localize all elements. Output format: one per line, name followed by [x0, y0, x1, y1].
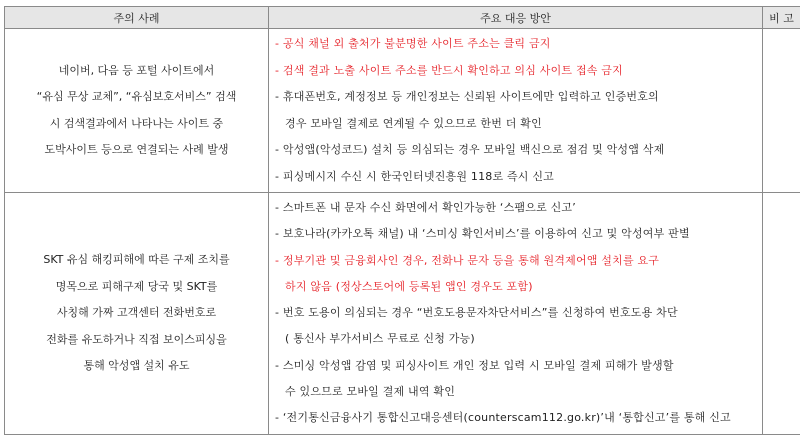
- measure-item: - 피싱메시지 수신 시 한국인터넷진흥원 118로 즉시 신고: [275, 164, 756, 191]
- case-line: 시 검색결과에서 나타나는 사이트 중: [9, 111, 264, 138]
- case-line: 네이버, 다음 등 포털 사이트에서: [9, 58, 264, 85]
- case-cell: [5, 193, 269, 435]
- measures-cell: [269, 193, 763, 435]
- case-line: “유심 무상 교체”, “유심보호서비스” 검색: [9, 84, 264, 111]
- measure-item: - 악성앱(악성코드) 설치 등 의심되는 경우 모바일 백신으로 점검 및 악성앱 삭제: [275, 137, 756, 164]
- case-line: 명목으로 피해구제 당국 및 SKT를: [9, 274, 264, 301]
- measure-item: - 스마트폰 내 문자 수신 화면에서 확인가능한 ‘스팸으로 신고’: [275, 195, 756, 221]
- measure-item: 하지 않음 (정상스토어에 등록된 앱인 경우도 포함): [275, 274, 756, 300]
- case-line: 사칭해 가짜 고객센터 전화번호로: [9, 300, 264, 327]
- header-row: [5, 7, 800, 29]
- header-measures: 주요 대응 방안: [269, 7, 763, 29]
- measure-item: - 검색 결과 노출 사이트 주소를 반드시 확인하고 의심 사이트 접속 금지: [275, 58, 756, 85]
- response-table: [4, 6, 800, 435]
- note-cell: [763, 29, 800, 193]
- measure-item: - ‘전기통신금융사기 통합신고대응센터(counterscam112.go.kr)’내 ‘통합신고’를 통해 신고: [275, 405, 756, 431]
- measure-item: 경우 모바일 결제로 연계될 수 있으므로 한번 더 확인: [275, 111, 756, 138]
- measure-item: - 번호 도용이 의심되는 경우 “번호도용문자차단서비스”를 신청하여 번호도용 차단: [275, 300, 756, 326]
- measure-item: - 공식 채널 외 출처가 불분명한 사이트 주소는 클릭 금지: [275, 31, 756, 58]
- measure-item: - 정부기관 및 금융회사인 경우, 전화나 문자 등을 통해 원격제어앱 설치를 요구: [275, 248, 756, 274]
- case-line: SKT 유심 해킹피해에 따른 구제 조치를: [9, 247, 264, 274]
- case-line: 도박사이트 등으로 연결되는 사례 발생: [9, 137, 264, 164]
- note-cell: [763, 193, 800, 435]
- case-cell: [5, 29, 269, 193]
- measure-item: - 스미싱 악성앱 감염 및 피싱사이트 개인 정보 입력 시 모바일 결제 피해가 발생할: [275, 353, 756, 379]
- header-note: 비 고: [763, 7, 800, 29]
- measure-item: ( 통신사 부가서비스 무료로 신청 가능): [275, 326, 756, 352]
- measure-item: 수 있으므로 모바일 결제 내역 확인: [275, 379, 756, 405]
- measure-item: - 휴대폰번호, 계정정보 등 개인정보는 신뢰된 사이트에만 입력하고 인증번호의: [275, 84, 756, 111]
- case-line: 전화를 유도하거나 직접 보이스피싱을: [9, 327, 264, 354]
- table-row: [5, 193, 800, 435]
- table-row: [5, 29, 800, 193]
- case-line: 통해 악성앱 설치 유도: [9, 353, 264, 380]
- measures-cell: [269, 29, 763, 193]
- measure-item: - 보호나라(카카오톡 채널) 내 ‘스미싱 확인서비스’를 이용하여 신고 및 악성여부 판별: [275, 221, 756, 247]
- header-case: 주의 사례: [5, 7, 269, 29]
